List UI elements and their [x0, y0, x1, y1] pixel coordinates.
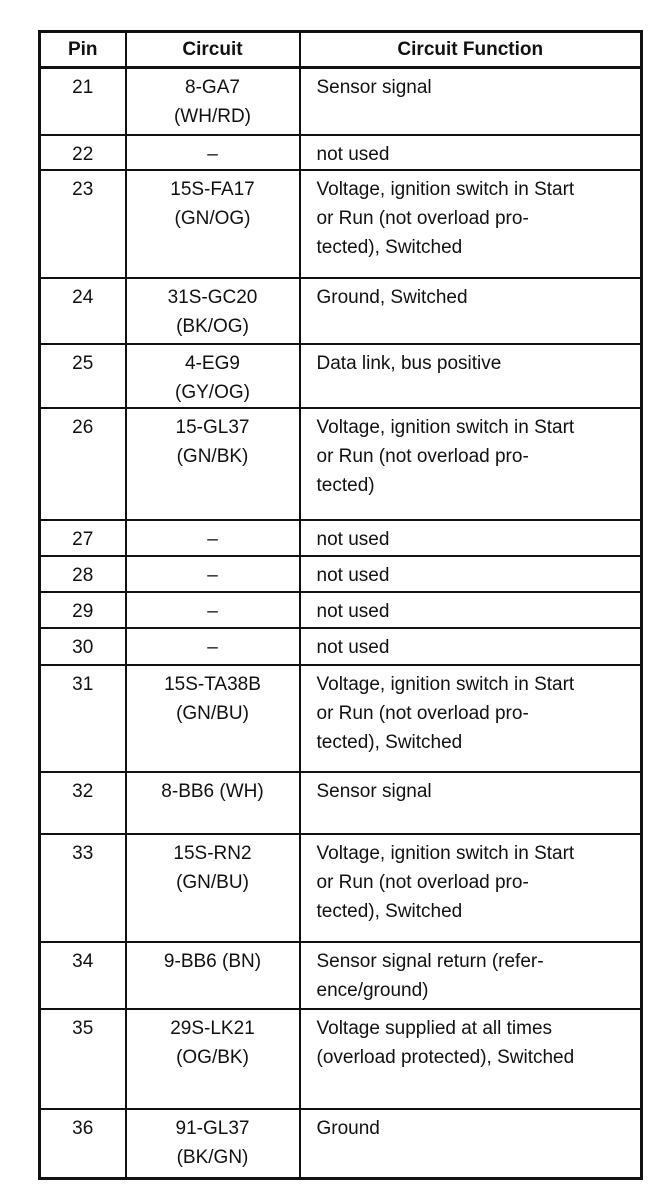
circuit-code: 15S-FA17 — [170, 178, 255, 200]
function-cell — [300, 628, 642, 665]
pin-cell: 26 — [40, 408, 126, 520]
function-line: Voltage, ignition switch in Start — [316, 673, 575, 695]
header-pin: Pin — [40, 32, 126, 68]
function-line: or Run (not overload pro- — [316, 871, 529, 893]
pin-cell: 30 — [40, 628, 126, 665]
circuit-code: – — [207, 564, 218, 586]
circuit-code: 15-GL37 — [175, 416, 250, 438]
function-line: not used — [316, 564, 390, 586]
function-line: not used — [316, 528, 390, 550]
function-line: Data link, bus positive — [316, 352, 502, 374]
table-row — [40, 408, 642, 520]
function-cell — [300, 135, 642, 170]
circuit-cell — [126, 772, 300, 834]
table-row — [40, 665, 642, 772]
circuit-cell — [126, 170, 300, 278]
circuit-code: 4-EG9 — [185, 352, 240, 374]
function-line: not used — [316, 143, 390, 165]
header-row — [40, 32, 642, 68]
function-line: not used — [316, 600, 390, 622]
function-line: not used — [316, 636, 390, 658]
function-line: Sensor signal — [316, 77, 432, 98]
circuit-cell — [126, 344, 300, 408]
function-line: tected) — [316, 474, 375, 496]
function-line: Sensor signal — [316, 780, 432, 802]
table-row — [40, 942, 642, 1009]
pin-cell: 35 — [40, 1009, 126, 1109]
circuit-code: 15S-RN2 — [173, 842, 252, 864]
circuit-code: – — [207, 528, 218, 550]
table-row — [40, 772, 642, 834]
function-line: or Run (not overload pro- — [316, 207, 529, 229]
function-line: Ground — [316, 1117, 380, 1139]
circuit-cell — [126, 1009, 300, 1109]
function-cell — [300, 665, 642, 772]
table-row — [40, 278, 642, 344]
pin-cell: 22 — [40, 135, 126, 170]
pin-cell: 28 — [40, 556, 126, 592]
circuit-code: – — [207, 143, 218, 165]
circuit-color: (GN/BU) — [176, 702, 249, 724]
function-cell — [300, 170, 642, 278]
table-row — [40, 170, 642, 278]
function-line: Voltage, ignition switch in Start — [316, 416, 575, 438]
circuit-cell — [126, 834, 300, 942]
circuit-code: 8-BB6 (WH) — [161, 780, 264, 802]
circuit-cell — [126, 135, 300, 170]
pin-cell: 33 — [40, 834, 126, 942]
circuit-code: 8-GA7 — [185, 77, 240, 98]
circuit-color: (GY/OG) — [175, 381, 250, 403]
function-cell — [300, 592, 642, 628]
circuit-color: (BK/GN) — [176, 1146, 249, 1168]
circuit-code: 15S-TA38B — [164, 673, 261, 695]
circuit-cell — [126, 556, 300, 592]
pin-cell: 27 — [40, 520, 126, 556]
circuit-cell — [126, 592, 300, 628]
pin-cell: 24 — [40, 278, 126, 344]
circuit-code: 9-BB6 (BN) — [163, 950, 262, 972]
function-cell — [300, 520, 642, 556]
function-cell — [300, 1109, 642, 1179]
function-line: or Run (not overload pro- — [316, 445, 529, 467]
table-row — [40, 520, 642, 556]
circuit-cell — [126, 278, 300, 344]
function-line: (overload protected), Switched — [316, 1046, 575, 1068]
function-cell — [300, 834, 642, 942]
function-line: Voltage, ignition switch in Start — [316, 178, 575, 200]
circuit-cell — [126, 1109, 300, 1179]
function-cell — [300, 1009, 642, 1109]
circuit-color: (BK/OG) — [176, 315, 249, 337]
circuit-cell — [126, 665, 300, 772]
circuit-cell — [126, 68, 300, 135]
function-cell — [300, 772, 642, 834]
function-line: Ground, Switched — [316, 286, 468, 308]
circuit-code: 31S-GC20 — [167, 286, 258, 308]
table-row — [40, 135, 642, 170]
table-row — [40, 68, 642, 135]
function-cell — [300, 942, 642, 1009]
table-row — [40, 628, 642, 665]
function-cell — [300, 344, 642, 408]
header-circuit-function: Circuit Function — [300, 32, 642, 68]
function-line: ence/ground) — [316, 979, 429, 1001]
pin-cell: 21 — [40, 68, 126, 135]
function-line: or Run (not overload pro- — [316, 702, 529, 724]
circuit-code: – — [207, 600, 218, 622]
circuit-color: (OG/BK) — [176, 1046, 249, 1068]
pin-cell: 25 — [40, 344, 126, 408]
function-cell — [300, 68, 642, 135]
table-row — [40, 834, 642, 942]
circuit-code: 29S-LK21 — [170, 1017, 255, 1039]
pin-cell: 36 — [40, 1109, 126, 1179]
table-row — [40, 1009, 642, 1109]
header-circuit: Circuit — [126, 32, 300, 68]
pin-cell: 34 — [40, 942, 126, 1009]
pin-cell: 23 — [40, 170, 126, 278]
circuit-code: 91-GL37 — [175, 1117, 250, 1139]
function-line: Voltage, ignition switch in Start — [316, 842, 575, 864]
table-row — [40, 592, 642, 628]
circuit-cell — [126, 942, 300, 1009]
circuit-color: (GN/BK) — [176, 445, 249, 467]
circuit-cell — [126, 408, 300, 520]
circuit-code: – — [207, 636, 218, 658]
circuit-color: (GN/BU) — [176, 871, 249, 893]
pin-table — [38, 30, 643, 1180]
circuit-color: (GN/OG) — [174, 207, 251, 229]
function-line: tected), Switched — [316, 731, 463, 753]
pin-cell: 29 — [40, 592, 126, 628]
pin-cell: 32 — [40, 772, 126, 834]
function-line: Voltage supplied at all times — [316, 1017, 553, 1039]
function-cell — [300, 556, 642, 592]
function-cell — [300, 408, 642, 520]
pin-cell: 31 — [40, 665, 126, 772]
function-line: Sensor signal return (refer- — [316, 950, 544, 972]
circuit-color: (WH/RD) — [173, 106, 252, 127]
function-line: tected), Switched — [316, 900, 463, 922]
circuit-cell — [126, 520, 300, 556]
function-line: tected), Switched — [316, 236, 463, 258]
table-row — [40, 1109, 642, 1179]
table-row — [40, 556, 642, 592]
circuit-cell — [126, 628, 300, 665]
table-row — [40, 344, 642, 408]
function-cell — [300, 278, 642, 344]
